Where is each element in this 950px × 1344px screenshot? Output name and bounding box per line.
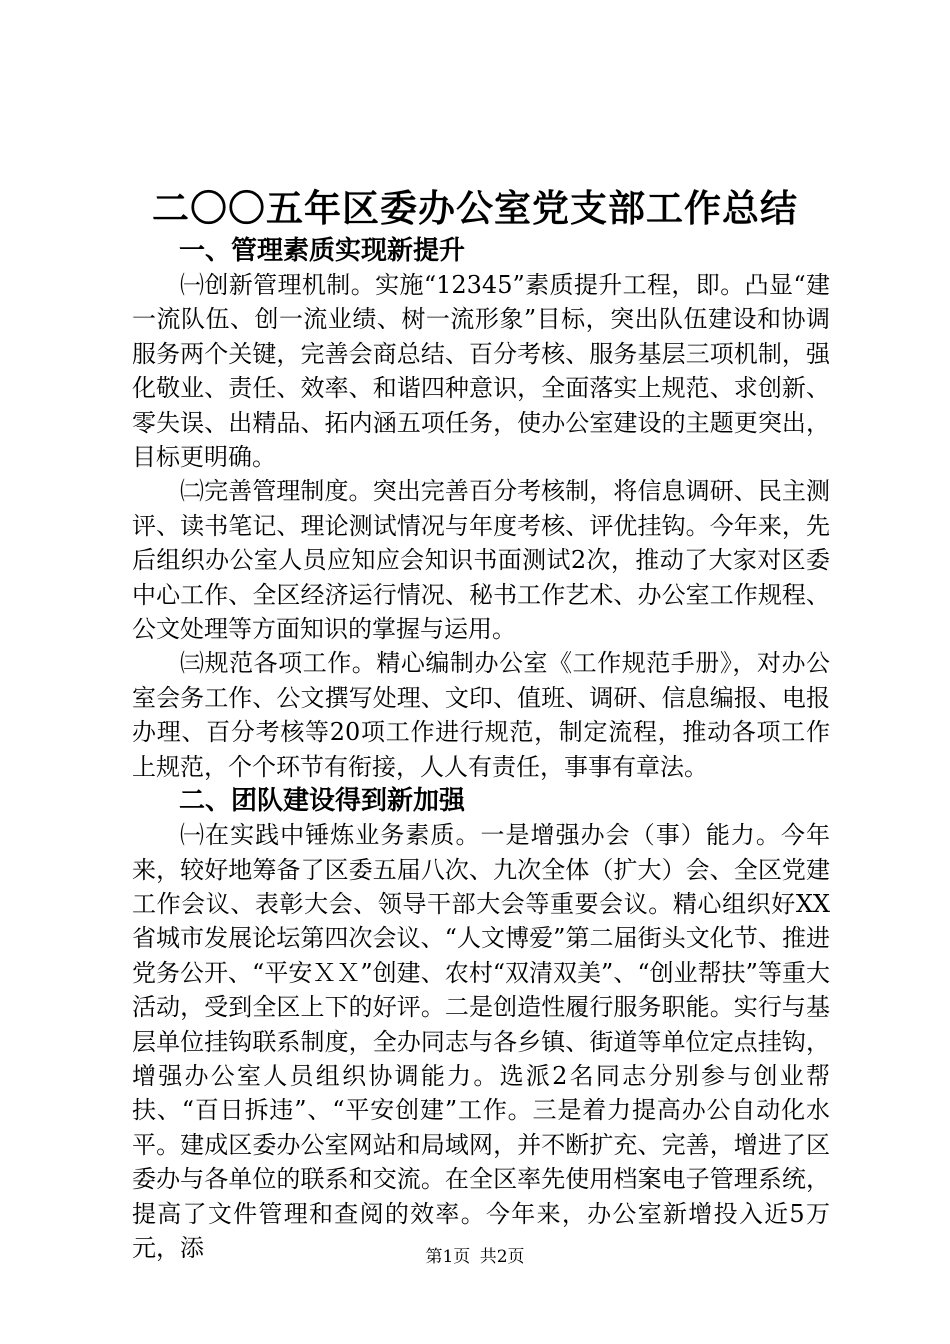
page-number: 第1页 — [425, 1247, 471, 1267]
section-heading: 二、团队建设得到新加强 — [179, 786, 466, 817]
section-heading: 一、管理素质实现新提升 — [179, 236, 466, 266]
paragraph: ㈡完善管理制度。突出完善百分考核制，将信息调研、民主测评、读书笔记、理论测试情况与年度考核、评优挂钩。今年来，先后组织办公室人员应知应会知识书面测试2次，推动了大家对区委中心工作、全区经济运行情况、秘书工作艺术、办公室工作规程、公文处理等方面知识的掌握与运用。 — [132, 477, 830, 644]
section-2 — [132, 784, 830, 1265]
paragraph: ㈠在实践中锤炼业务素质。一是增强办会（事）能力。今年来，较好地筹备了区委五届八次、九次全体（扩大）会、全区党建工作会议、表彰大会、领导干部大会等重要会议。精心组织好XX省城市发展论坛第四次会议、“人文博爱”第二届街头文化节、推进党务公开、“平安ＸＸ”创建、农村“双清双美”、“创业帮扶”等重大活动，受到全区上下的好评。二是创造性履行服务职能。实行与基层单位挂钩联系制度，全办同志与各乡镇、街道等单位定点挂钩，增强办公室人员组织协调能力。选派2名同志分别参与创业帮扶、“百日拆违”、“平安创建”工作。三是着力提高办公自动化水平。建成区委办公室网站和局域网，并不断扩充、完善，增进了区委办与各单位的联系和交流。在全区率先使用档案电子管理系统，提高了文件管理和查阅的效率。今年来，办公室新增投入近5万元，添 — [132, 821, 830, 1262]
paragraph: ㈢规范各项工作。精心编制办公室《工作规范手册》，对办公室会务工作、公文撰写处理、文印、值班、调研、信息编报、电报办理、百分考核等20项工作进行规范，制定流程，推动各项工作上规范，个个环节有衔接，人人有责任，事事有章法。 — [132, 649, 830, 781]
page-total: 共2页 — [479, 1247, 525, 1267]
page-footer — [0, 1245, 950, 1269]
document-body — [132, 234, 830, 1265]
section-1 — [132, 234, 830, 784]
paragraph: ㈠创新管理机制。实施“12345”素质提升工程，即。凸显“建一流队伍、创一流业绩、树一流形象”目标，突出队伍建设和协调服务两个关键，完善会商总结、百分考核、服务基层三项机制，强化敬业、责任、效率、和谐四种意识，全面落实上规范、求创新、零失误、出精品、拓内涵五项任务，使办公室建设的主题更突出，目标更明确。 — [132, 271, 830, 472]
document-title: 二〇〇五年区委办公室党支部工作总结 — [152, 186, 798, 230]
